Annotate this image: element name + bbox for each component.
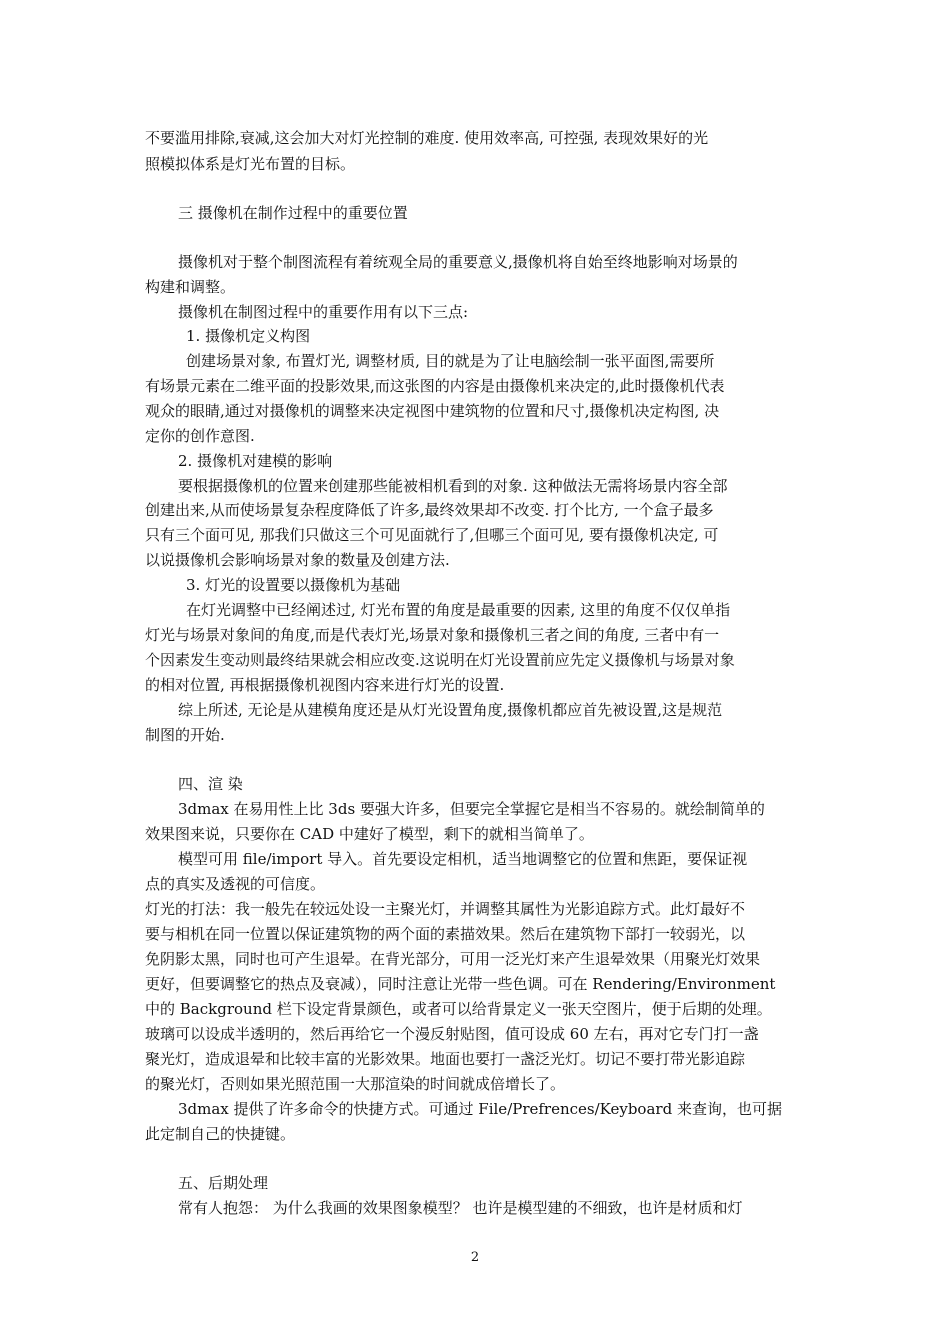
text-line: 灯光的打法：我一般先在较远处设一主聚光灯，并调整其属性为光影追踪方式。此灯最好不 bbox=[145, 900, 746, 918]
subheading: 2. 摄像机对建模的影响 bbox=[178, 452, 333, 470]
text-line: 定你的创作意图. bbox=[145, 427, 255, 445]
subheading: 1. 摄像机定义构图 bbox=[186, 327, 311, 345]
text-line: 制图的开始. bbox=[145, 726, 225, 744]
text-line: 摄像机对于整个制图流程有着统观全局的重要意义,摄像机将自始至终地影响对场景的 bbox=[178, 253, 738, 271]
text-line: 3dmax 提供了许多命令的快捷方式。可通过 File/Prefrences/Keyboard 来查询，也可据 bbox=[178, 1100, 782, 1118]
text-line: 玻璃可以设成半透明的，然后再给它一个漫反射贴图，值可设成 60 左右，再对它专门打一盏 bbox=[145, 1025, 759, 1043]
page-number: 2 bbox=[470, 1250, 480, 1265]
text-line: 此定制自己的快捷键。 bbox=[145, 1125, 296, 1143]
section-heading: 三 摄像机在制作过程中的重要位置 bbox=[178, 204, 408, 222]
text-line: 要根据摄像机的位置来创建那些能被相机看到的对象. 这种做法无需将场景内容全部 bbox=[178, 477, 728, 495]
text-line: 点的真实及透视的可信度。 bbox=[145, 875, 326, 893]
text-line: 个因素发生变动则最终结果就会相应改变.这说明在灯光设置前应先定义摄像机与场景对象 bbox=[145, 651, 735, 669]
text-line: 要与相机在同一位置以保证建筑物的两个面的素描效果。然后在建筑物下部打一较弱光，以 bbox=[145, 925, 746, 943]
text-line: 效果图来说，只要你在 CAD 中建好了模型，剩下的就相当简单了。 bbox=[145, 825, 594, 843]
text-line: 中的 Background 栏下设定背景颜色，或者可以给背景定义一张天空图片，便于后期的处理。 bbox=[145, 1000, 772, 1018]
text-line: 只有三个面可见, 那我们只做这三个可见面就行了,但哪三个面可见, 要有摄像机决定, 可 bbox=[145, 526, 719, 544]
text-line: 的聚光灯，否则如果光照范围一大那渲染的时间就成倍增长了。 bbox=[145, 1075, 566, 1093]
subheading: 3. 灯光的设置要以摄像机为基础 bbox=[186, 576, 401, 594]
text-line: 的相对位置, 再根据摄像机视图内容来进行灯光的设置. bbox=[145, 676, 505, 694]
text-line: 观众的眼睛,通过对摄像机的调整来决定视图中建筑物的位置和尺寸,摄像机决定构图, 决 bbox=[145, 402, 720, 420]
text-line: 更好，但要调整它的热点及衰减），同时注意让光带一些色调。可在 Rendering/Environment bbox=[145, 975, 776, 993]
text-line: 创建场景对象, 布置灯光, 调整材质, 目的就是为了让电脑绘制一张平面图,需要所 bbox=[186, 352, 715, 370]
text-line: 综上所述, 无论是从建模角度还是从灯光设置角度,摄像机都应首先被设置,这是规范 bbox=[178, 701, 723, 719]
text-line: 聚光灯，造成退晕和比较丰富的光影效果。地面也要打一盏泛光灯。切记不要打带光影追踪 bbox=[145, 1050, 746, 1068]
text-line: 在灯光调整中已经阐述过, 灯光布置的角度是最重要的因素, 这里的角度不仅仅单指 bbox=[186, 601, 731, 619]
text-line: 照模拟体系是灯光布置的目标。 bbox=[145, 155, 356, 173]
text-line: 有场景元素在二维平面的投影效果,而这张图的内容是由摄像机来决定的,此时摄像机代表 bbox=[145, 377, 725, 395]
text-line: 免阴影太黑，同时也可产生退晕。在背光部分，可用一泛光灯来产生退晕效果（用聚光灯效果 bbox=[145, 950, 761, 968]
text-line: 摄像机在制图过程中的重要作用有以下三点: bbox=[178, 303, 469, 321]
text-line: 常有人抱怨： 为什么我画的效果图象模型？ 也许是模型建的不细致，也许是材质和灯 bbox=[178, 1199, 743, 1217]
text-line: 创建出来,从而使场景复杂程度降低了许多,最终效果却不改变. 打个比方, 一个盒子最多 bbox=[145, 501, 714, 519]
text-line: 构建和调整。 bbox=[145, 278, 236, 296]
text-line: 不要滥用排除,衰减,这会加大对灯光控制的难度. 使用效率高, 可控强, 表现效果好的光 bbox=[145, 129, 709, 147]
text-line: 模型可用 file/import 导入。首先要设定相机，适当地调整它的位置和焦距，要保证视 bbox=[178, 850, 748, 868]
text-line: 灯光与场景对象间的角度,而是代表灯光,场景对象和摄像机三者之间的角度, 三者中有一 bbox=[145, 626, 720, 644]
section-heading: 四、渲 染 bbox=[178, 775, 243, 793]
text-line: 以说摄像机会影响场景对象的数量及创建方法. bbox=[145, 551, 450, 569]
section-heading: 五、后期处理 bbox=[178, 1174, 269, 1192]
text-line: 3dmax 在易用性上比 3ds 要强大许多，但要完全掌握它是相当不容易的。就绘制简单的 bbox=[178, 800, 765, 818]
